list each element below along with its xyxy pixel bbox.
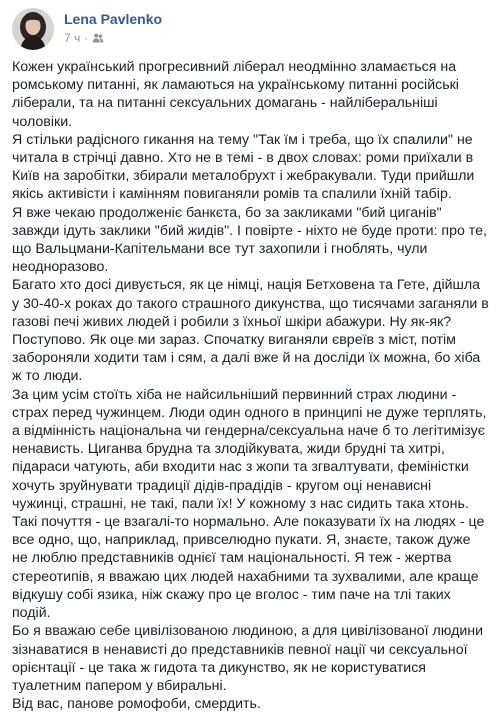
post-paragraph-1: Кожен український прогресивний ліберал неодмінно зламається на ромському питанні, як ламаються на українському питанні російські ліберали, та на питанні сексуальних домагань - найліберальніші чоловіки. [12, 59, 459, 130]
post-meta-row [64, 31, 162, 45]
author-name-link[interactable]: Lena Pavlenko [64, 11, 163, 27]
meta-separator: · [84, 31, 89, 45]
post-paragraph-8: Від вас, панове ромофоби, смердить. [12, 696, 261, 713]
post-paragraph-3: Я вже чекаю продолженіє банкєта, бо за закликами "бий циганів" завжди ідуть заклики "бий жидів". І повірте - ніхто не буде проти: про те, що Вальцмани-Капітельмани все тут захопили і гноблять, чули неодноразово. [12, 204, 487, 276]
post-header [12, 8, 490, 56]
post-timestamp[interactable]: 7 ч [64, 31, 81, 45]
post-paragraph-5: За цим усім стоїть хіба не найсильніший первинний страх людини - страх перед чужинцем. Люди один одного в принципі не дуже терплять, а відмінність національна чи гендерна/сексуальна наче б то легітимізує ненависть. Циганва брудна та злодійкувата, жиди брудні та хитрі, підараси чатують, аби входити нас з жопи та згвалтувати, феміністки хочуть зруйнувати традиції дідів-прадідів - кругом oці ненависні чужинці, страшні, не такі, пали їх! У кожному з нас сидить така хтонь. [12, 386, 487, 512]
post-paragraph-7: Бо я вважаю себе цивілізованою людиною, а для цивілізованої людини зізнаватися в ненависті до представників певної нації чи сексуальної орієнтації - це така ж гидота та дикунство, як не користуватися туалетним папером у вбиральні. [12, 623, 484, 694]
friends-audience-icon[interactable] [92, 32, 104, 44]
post-paragraph-4: Багато хто досі дивується, як це німці, нація Бетховена та Гете, дійшла у 30-40-х роках до такого страшного дикунства, що тисячами заганяли в газові печі живих людей і робили з їхньої шкіри абажури. Ну як-як? Поступово. Як оце ми зараз. Спочатку виганяли євреїв з міст, потім забороняли ходити там і сям, а далі вже й на досліди їх можна, бо хіба ж то люди. [12, 277, 489, 385]
post-meta [64, 8, 162, 45]
post-paragraph-6: Такі почуття - це взагалі-то нормально. Але показувати їх на людях - це все одно, що, наприклад, привселюдно пукати. Я, знаєте, також дуже не люблю представників однієї там національності. Я теж - жертва стереотипів, я вважаю цих людей нахабними та зухвалими, але краще відкушу собі язика, ніж скажу про це вголос - тим паче на тлі таких подій. [12, 514, 485, 622]
post-body [12, 58, 490, 713]
post-paragraph-2: Я стільки радісного гикання на тему "Так їм і треба, що їх спалили" не читала в стрічці давно. Хто не в темі - в двох словах: роми приїхали в Київ на заробітки, збирали металобрухт і жебракували. Туди прийшли якісь активісти і камінням повиганяли ромів та спалили їхній табір. [12, 131, 475, 203]
profile-photo-icon[interactable] [12, 8, 54, 50]
